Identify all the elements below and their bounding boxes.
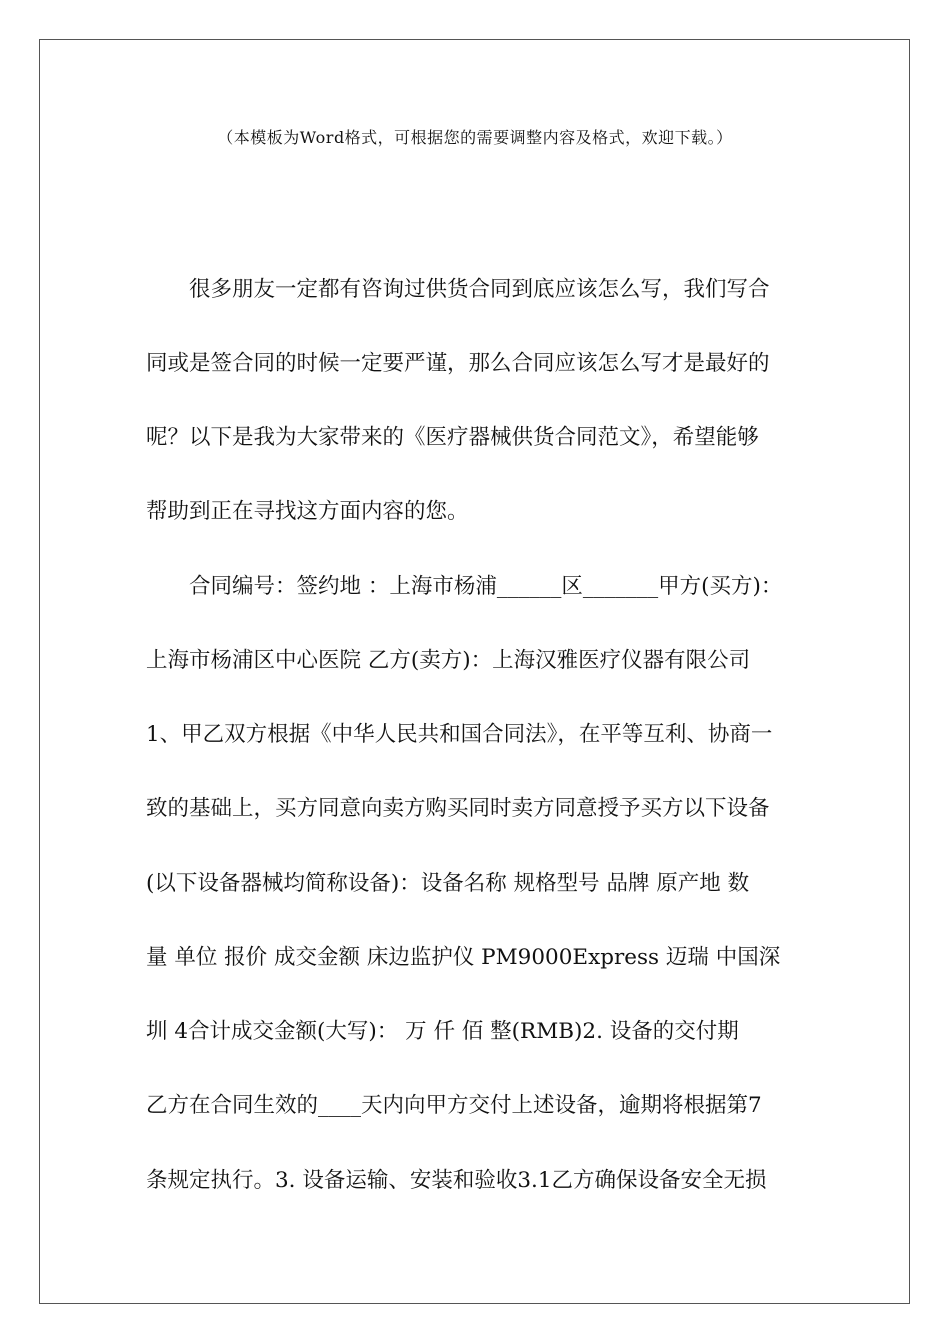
contract-line-8: 乙方在合同生效的____天内向甲方交付上述设备，逾期将根据第7: [146, 1093, 762, 1118]
contract-line-3: 1、甲乙双方根据《中华人民共和国合同法》，在平等互利、协商一: [146, 722, 773, 747]
intro-line-4: 帮助到正在寻找这方面内容的您。: [146, 499, 469, 524]
contract-line-7: 圳 4合计成交金额(大写)： 万 仟 佰 整(RMB)2. 设备的交付期: [146, 1019, 739, 1044]
template-note: （本模板为Word格式，可根据您的需要调整内容及格式，欢迎下载。）: [217, 128, 733, 147]
intro-line-1: 很多朋友一定都有咨询过供货合同到底应该怎么写，我们写合: [189, 277, 770, 302]
contract-line-1: 合同编号：签约地 ：上海市杨浦______区_______甲方(买方)：: [189, 574, 783, 599]
contract-line-9: 条规定执行。3. 设备运输、安装和验收3.1乙方确保设备安全无损: [146, 1168, 767, 1193]
intro-line-2: 同或是签合同的时候一定要严谨，那么合同应该怎么写才是最好的: [146, 351, 770, 376]
contract-line-4: 致的基础上，买方同意向卖方购买同时卖方同意授予买方以下设备: [146, 796, 770, 821]
contract-line-6: 量 单位 报价 成交金额 床边监护仪 PM9000Express 迈瑞 中国深: [146, 945, 781, 970]
contract-line-5: (以下设备器械均简称设备)：设备名称 规格型号 品牌 原产地 数: [146, 871, 750, 896]
contract-line-2: 上海市杨浦区中心医院 乙方(卖方)：上海汉雅医疗仪器有限公司: [146, 648, 751, 673]
intro-line-3: 呢？以下是我为大家带来的《医疗器械供货合同范文》，希望能够: [146, 425, 759, 450]
